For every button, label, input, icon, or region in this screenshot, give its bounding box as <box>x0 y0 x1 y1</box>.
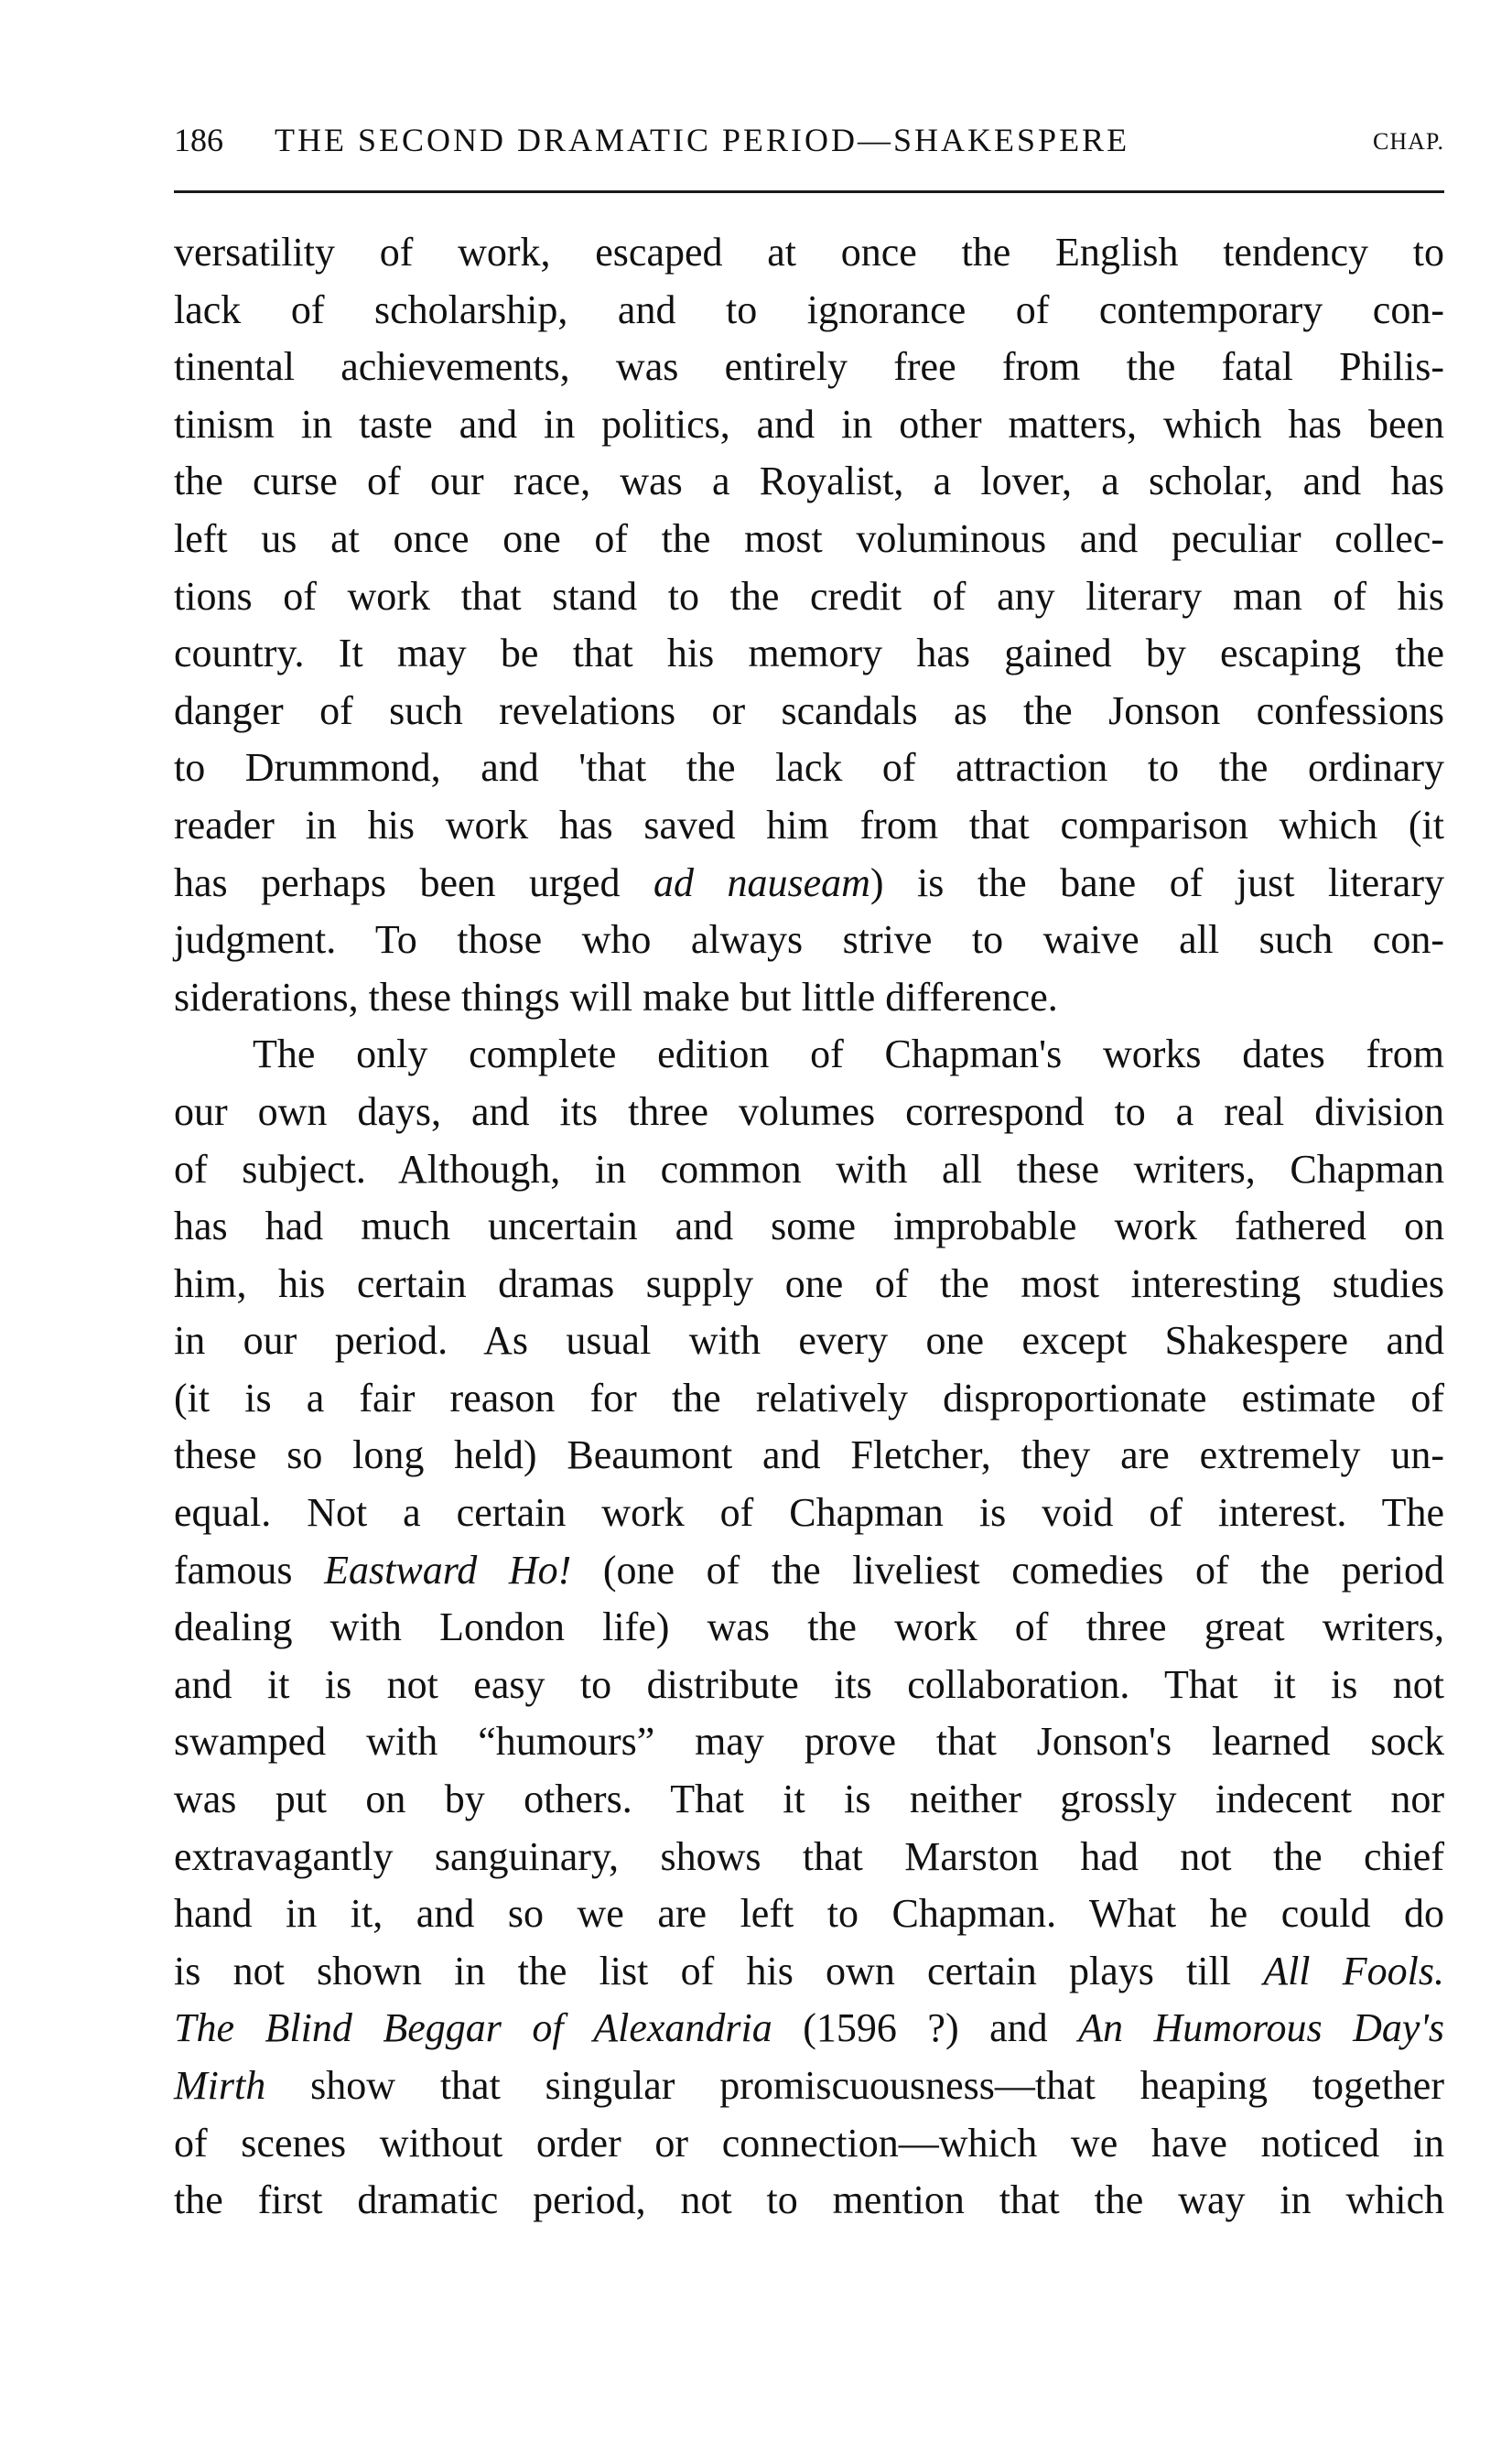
text-segment: was put on by others. That it is neither grossly indecent nor <box>174 1777 1444 1822</box>
text-segment: danger of such revelations or scandals as the Jonson confessions <box>174 687 1444 733</box>
text-line <box>174 1829 1444 1886</box>
text-segment: dealing with London life) was the work of three great writers, <box>174 1604 1444 1650</box>
text-line <box>174 1370 1444 1428</box>
text-line <box>174 339 1444 396</box>
text-segment: tinism in taste and in politics, and in other matters, which has been <box>174 401 1444 447</box>
text-line <box>174 2172 1444 2230</box>
text-line <box>174 1885 1444 1943</box>
text-line <box>174 797 1444 855</box>
text-line <box>174 2000 1444 2058</box>
text-segment: him, his certain dramas supply one of the most interesting studies <box>174 1260 1444 1306</box>
text-segment: to Drummond, and 'that the lack of attraction to the ordinary <box>174 745 1444 791</box>
text-line <box>174 1427 1444 1485</box>
text-segment: versatility of work, escaped at once the English tendency to <box>174 230 1444 275</box>
text-segment: equal. Not a certain work of Chapman is void of interest. The <box>174 1490 1444 1536</box>
text-line <box>174 453 1444 511</box>
text-segment: famous <box>174 1547 325 1593</box>
italic-title-text: ad nauseam <box>653 859 870 905</box>
text-line <box>174 1713 1444 1771</box>
text-segment: of scenes without order or connection—which we have noticed in <box>174 2120 1444 2166</box>
text-line <box>174 282 1444 340</box>
text-segment: of subject. Although, in common with all these writers, Chapman <box>174 1146 1444 1192</box>
text-segment: these so long held) Beaumont and Fletcher, they are extremely un- <box>174 1432 1444 1478</box>
running-head <box>174 110 1444 168</box>
text-line <box>174 1657 1444 1714</box>
text-segment: (1596 ?) and <box>772 2005 1079 2051</box>
text-line <box>174 396 1444 454</box>
text-segment: has had much uncertain and some improbable work fathered on <box>174 1204 1444 1249</box>
italic-title-text: The Blind Beggar of Alexandria <box>174 2005 772 2051</box>
text-segment: The only complete edition of Chapman's works dates from <box>253 1032 1444 1077</box>
text-line <box>174 1141 1444 1199</box>
text-segment: the first dramatic period, not to mention that the way in which <box>174 2177 1444 2223</box>
text-line <box>174 2115 1444 2173</box>
text-line <box>174 1542 1444 1600</box>
italic-title-text: Mirth <box>174 2063 266 2108</box>
text-line <box>174 683 1444 740</box>
text-segment: reader in his work has saved him from that comparison which (it <box>174 802 1444 848</box>
italic-title-text: All Fools. <box>1263 1948 1444 1993</box>
italic-title-text: An Humorous Day's <box>1078 2005 1444 2051</box>
text-segment: swamped with “humours” may prove that Jonson's learned sock <box>174 1719 1444 1765</box>
text-segment: extravagantly sanguinary, shows that Marston had not the chief <box>174 1833 1444 1879</box>
page-number: 186 <box>174 122 223 158</box>
text-line <box>174 1084 1444 1141</box>
text-segment: and it is not easy to distribute its collaboration. That it is not <box>174 1661 1444 1707</box>
text-line <box>174 1313 1444 1370</box>
chapter-marker: CHAP. <box>1373 128 1444 155</box>
body-text <box>174 224 1444 2230</box>
text-line <box>174 1485 1444 1542</box>
text-segment: siderations, these things will make but little difference. <box>174 974 1058 1020</box>
text-line <box>174 1256 1444 1313</box>
text-segment: lack of scholarship, and to ignorance of contemporary con- <box>174 286 1444 332</box>
text-segment: our own days, and its three volumes correspond to a real division <box>174 1088 1444 1134</box>
text-segment: hand in it, and so we are left to Chapman. What he could do <box>174 1891 1444 1937</box>
text-line <box>174 625 1444 683</box>
text-segment: the curse of our race, was a Royalist, a lover, a scholar, and has <box>174 459 1444 504</box>
text-segment: judgment. To those who always strive to waive all such con- <box>174 917 1444 963</box>
text-segment: country. It may be that his memory has gained by escaping the <box>174 631 1444 676</box>
italic-title-text: Eastward Ho! <box>324 1547 572 1593</box>
text-segment: left us at once one of the most voluminous and peculiar collec- <box>174 515 1444 561</box>
text-line <box>174 855 1444 913</box>
text-segment: ) is the bane of just literary <box>869 859 1444 905</box>
text-line <box>174 969 1444 1027</box>
text-line <box>174 912 1444 969</box>
text-segment: in our period. As usual with every one except Shakespere and <box>174 1318 1444 1364</box>
text-segment: has perhaps been urged <box>174 859 653 905</box>
text-segment: is not shown in the list of his own certain plays till <box>174 1948 1264 1993</box>
text-segment: (it is a fair reason for the relatively disproportionate estimate of <box>174 1375 1444 1421</box>
text-line <box>174 1026 1444 1084</box>
book-page <box>174 110 1444 2223</box>
text-line <box>174 1943 1444 2001</box>
header-rule <box>174 190 1444 193</box>
text-line <box>174 1771 1444 1829</box>
text-line <box>174 740 1444 797</box>
text-line <box>174 224 1444 282</box>
text-line <box>174 1198 1444 1256</box>
text-segment: tinental achievements, was entirely free from the fatal Philis- <box>174 344 1444 390</box>
running-title: THE SECOND DRAMATIC PERIOD—SHAKESPERE <box>275 122 1130 158</box>
text-segment: show that singular promiscuousness—that heaping together <box>265 2063 1444 2108</box>
text-segment: (one of the liveliest comedies of the period <box>571 1547 1444 1593</box>
text-line <box>174 2058 1444 2115</box>
text-line <box>174 1599 1444 1657</box>
text-line <box>174 568 1444 626</box>
text-line <box>174 511 1444 568</box>
text-segment: tions of work that stand to the credit of any literary man of his <box>174 573 1444 619</box>
